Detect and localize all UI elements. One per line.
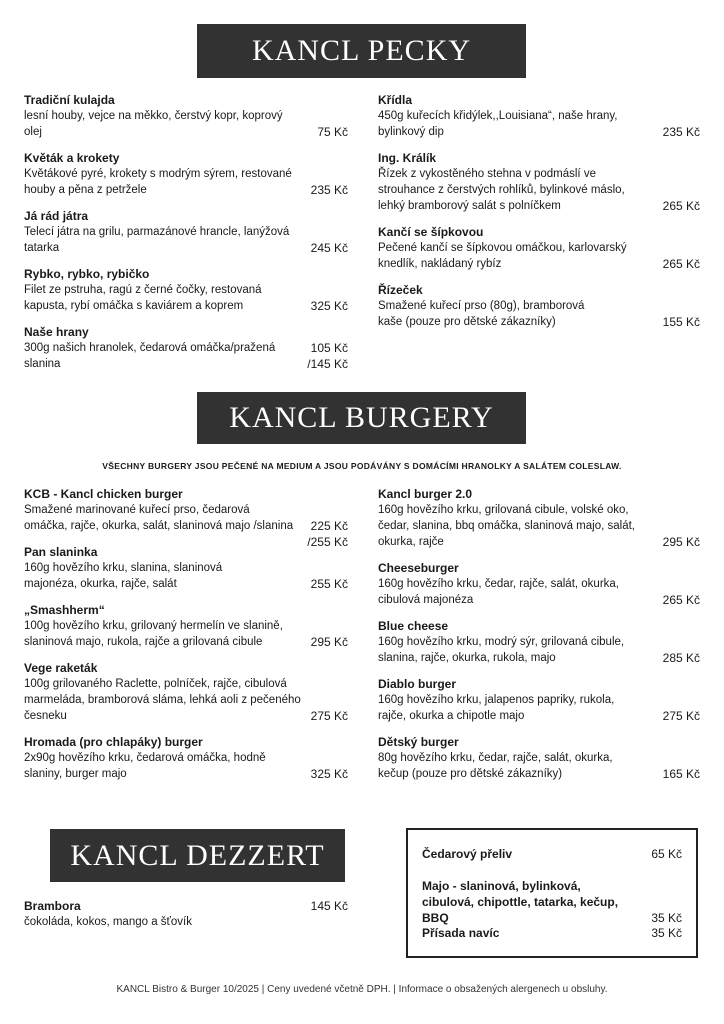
burger-note: VŠECHNY BURGERY JSOU PEČENÉ NA MEDIUM A JSOU PODÁVÁNY S DOMÁCÍMI HRANOLKY A SALÁTEM COLESLAW. — [102, 461, 622, 471]
list-item: Hromada (pro chlapáky) burger 2x90g hovězího krku, čedarová omáčka, hodně slaniny, burger majo 325 Kč — [24, 735, 348, 781]
list-item: Dětský burger 80g hovězího krku, čedar, rajče, salát, okurka, kečup (pouze pro dětské zákazníky) 165 Kč — [378, 735, 700, 781]
list-item: Cheeseburger 160g hovězího krku, čedar, rajče, salát, okurka, cibulová majonéza 265 Kč — [378, 561, 700, 607]
section-title-pecky: KANCL PECKY — [197, 24, 526, 78]
list-item: „Smashherm“ 100g hovězího krku, grilovaný hermelín ve slanině, slaninová majo, rukola, rajče a grilovaná cibule 295 Kč — [24, 603, 348, 649]
section-title-burgery: KANCL BURGERY — [197, 392, 526, 444]
list-item: Ing. Králík Řízek z vykostěného stehna v podmáslí ve strouhance z čerstvých rohlíků, bylinkové máslo, lehký bramborový salát s polníčkem 265 Kč — [378, 151, 700, 213]
burgery-right-column — [378, 486, 700, 792]
extras-box — [406, 828, 698, 958]
list-item: Kancl burger 2.0 160g hovězího krku, grilovaná cibule, volské oko, čedar, slanina, bbq omáčka, slaninová majo, salát, okurka, rajče 295 Kč — [378, 487, 700, 549]
extras-item: Čedarový přeliv 65 Kč — [422, 847, 682, 861]
list-item: Vege raketák 100g grilovaného Raclette, polníček, rajče, cibulová marmeláda, bramborová sláma, lehká aoli z pečeného česneku 275 Kč — [24, 661, 348, 723]
list-item: Diablo burger 160g hovězího krku, jalapenos papriky, rukola, rajče, okurka a chipotle majo 275 Kč — [378, 677, 700, 723]
pecky-left-column — [24, 92, 348, 382]
list-item: KCB - Kancl chicken burger Smažené marinované kuřecí prso, čedarová omáčka, rajče, okurka, salát, slaninová majo /slanina 225 Kč /255 Kč — [24, 487, 348, 549]
dessert-column — [24, 898, 348, 940]
list-item: Rybko, rybko, rybičko Filet ze pstruha, ragú z černé čočky, restovaná kapusta, rybí omáčka s kaviárem a koprem 325 Kč — [24, 267, 348, 313]
section-title-dezzert: KANCL DEZZERT — [50, 829, 345, 882]
pecky-right-column — [378, 92, 700, 340]
list-item: Řízeček Smažené kuřecí prso (80g), bramborová kaše (pouze pro dětské zákazníky) 155 Kč — [378, 283, 700, 329]
extras-item: Přísada navíc 35 Kč — [422, 926, 682, 940]
list-item: Květák a krokety Květákové pyré, krokety s modrým sýrem, restované houby a pěna z petržele 235 Kč — [24, 151, 348, 197]
extras-item: Majo - slaninová, bylinková, cibulová, chipottle, tatarka, kečup, BBQ 35 Kč — [422, 879, 682, 925]
list-item: Naše hrany 300g našich hranolek, čedarová omáčka/pražená slanina 105 Kč /145 Kč — [24, 325, 348, 371]
list-item: Pan slaninka 160g hovězího krku, slanina, slaninová majonéza, okurka, rajče, salát 255 Kč — [24, 545, 348, 591]
list-item: Já rád játra Telecí játra na grilu, parmazánové hrancle, lanýžová tatarka 245 Kč — [24, 209, 348, 255]
list-item: Blue cheese 160g hovězího krku, modrý sýr, grilovaná cibule, slanina, rajče, okurka, rukola, majo 285 Kč — [378, 619, 700, 665]
list-item: Brambora čokoláda, kokos, mango a šťovík 145 Kč — [24, 899, 348, 928]
list-item: Křídla 450g kuřecích křidýlek,,Louisiana“, naše hrany, bylinkový dip 235 Kč — [378, 93, 700, 139]
list-item: Tradiční kulajda lesní houby, vejce na měkko, čerstvý kopr, koprový olej 75 Kč — [24, 93, 348, 139]
list-item: Kančí se šípkovou Pečené kančí se šípkovou omáčkou, karlovarský knedlík, nakládaný rybíz 265 Kč — [378, 225, 700, 271]
footer-note: KANCL Bistro & Burger 10/2025 | Ceny uvedené včetně DPH. | Informace o obsažených alergenech u obsluhy. — [116, 984, 608, 995]
burgery-left-column — [24, 486, 348, 792]
